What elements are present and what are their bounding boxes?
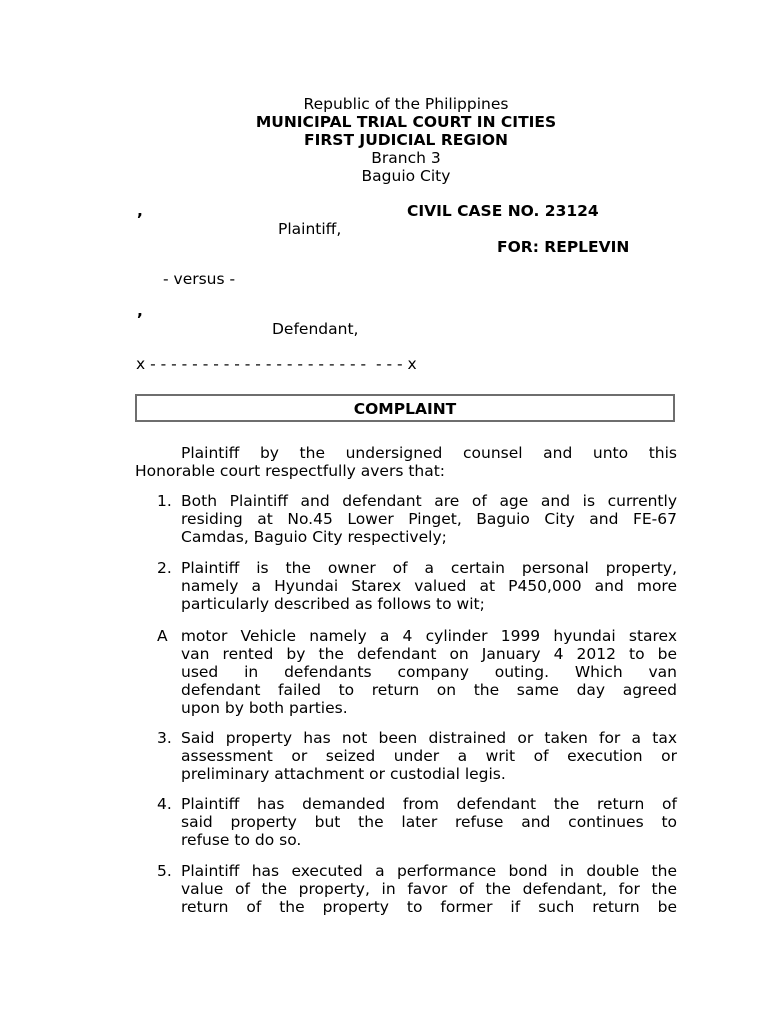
header-city: Baguio City bbox=[361, 167, 451, 185]
header-republic: Republic of the Philippines bbox=[303, 95, 509, 113]
versus-label: - versus - bbox=[163, 270, 236, 288]
case-nature: FOR: REPLEVIN bbox=[497, 238, 630, 256]
item-number: 5. bbox=[157, 862, 172, 880]
item-number: 4. bbox=[157, 795, 172, 813]
complaint-title-box bbox=[135, 394, 675, 422]
list-item bbox=[157, 729, 677, 783]
intro-paragraph bbox=[135, 444, 677, 480]
vehicle-line: van rented by the defendant on January 4 2012 to be bbox=[181, 645, 677, 663]
header-court-name: MUNICIPAL TRIAL COURT IN CITIES bbox=[255, 113, 557, 131]
item-line: Plaintiff has executed a performance bond in double the bbox=[181, 862, 677, 880]
list-item bbox=[157, 795, 677, 849]
header-branch: Branch 3 bbox=[371, 149, 441, 167]
complaint-title: COMPLAINT bbox=[353, 400, 457, 418]
list-item bbox=[157, 492, 677, 546]
intro-line-2: Honorable court respectfully avers that: bbox=[135, 462, 446, 480]
plaintiff-name-comma: , bbox=[137, 202, 143, 220]
item-line: Said property has not been distrained or taken for a tax bbox=[181, 729, 677, 747]
item-number: 1. bbox=[157, 492, 172, 510]
vehicle-description bbox=[157, 627, 677, 717]
item-line: return of the property to former if such return be bbox=[181, 898, 677, 916]
header-region: FIRST JUDICIAL REGION bbox=[304, 131, 508, 149]
list-item bbox=[157, 862, 677, 916]
item-number: 2. bbox=[157, 559, 172, 577]
item-line: value of the property, in favor of the defendant, for the bbox=[181, 880, 677, 898]
defendant-name-comma: , bbox=[137, 302, 143, 320]
list-item bbox=[157, 559, 677, 613]
item-line: Plaintiff is the owner of a certain personal property, bbox=[181, 559, 677, 577]
item-line: Plaintiff has demanded from defendant the return of bbox=[181, 795, 677, 813]
vehicle-line: upon by both parties. bbox=[181, 699, 348, 717]
item-line: refuse to do so. bbox=[181, 831, 302, 849]
case-number: CIVIL CASE NO. 23124 bbox=[407, 202, 599, 220]
vehicle-line: A motor Vehicle namely a 4 cylinder 1999 hyundai starex bbox=[157, 627, 677, 645]
item-line: assessment or seized under a writ of execution or bbox=[181, 747, 677, 765]
item-line: residing at No.45 Lower Pinget, Baguio City and FE-67 bbox=[181, 510, 677, 528]
item-line: Both Plaintiff and defendant are of age and is currently bbox=[181, 492, 677, 510]
item-number: 3. bbox=[157, 729, 172, 747]
intro-line-1: Plaintiff by the undersigned counsel and unto this bbox=[181, 444, 677, 462]
item-line: particularly described as follows to wit; bbox=[181, 595, 485, 613]
item-line: namely a Hyundai Starex valued at P450,000 and more bbox=[181, 577, 677, 595]
caption-separator: x - - - - - - - - - - - - - - - - - - - - - - - - x bbox=[136, 355, 417, 373]
item-line: preliminary attachment or custodial legis. bbox=[181, 765, 506, 783]
item-line: said property but the later refuse and continues to bbox=[181, 813, 677, 831]
item-line: Camdas, Baguio City respectively; bbox=[181, 528, 447, 546]
vehicle-line: used in defendants company outing. Which van bbox=[181, 663, 677, 681]
vehicle-line: defendant failed to return on the same day agreed bbox=[181, 681, 677, 699]
plaintiff-label: Plaintiff, bbox=[278, 220, 342, 238]
defendant-label: Defendant, bbox=[272, 320, 359, 338]
